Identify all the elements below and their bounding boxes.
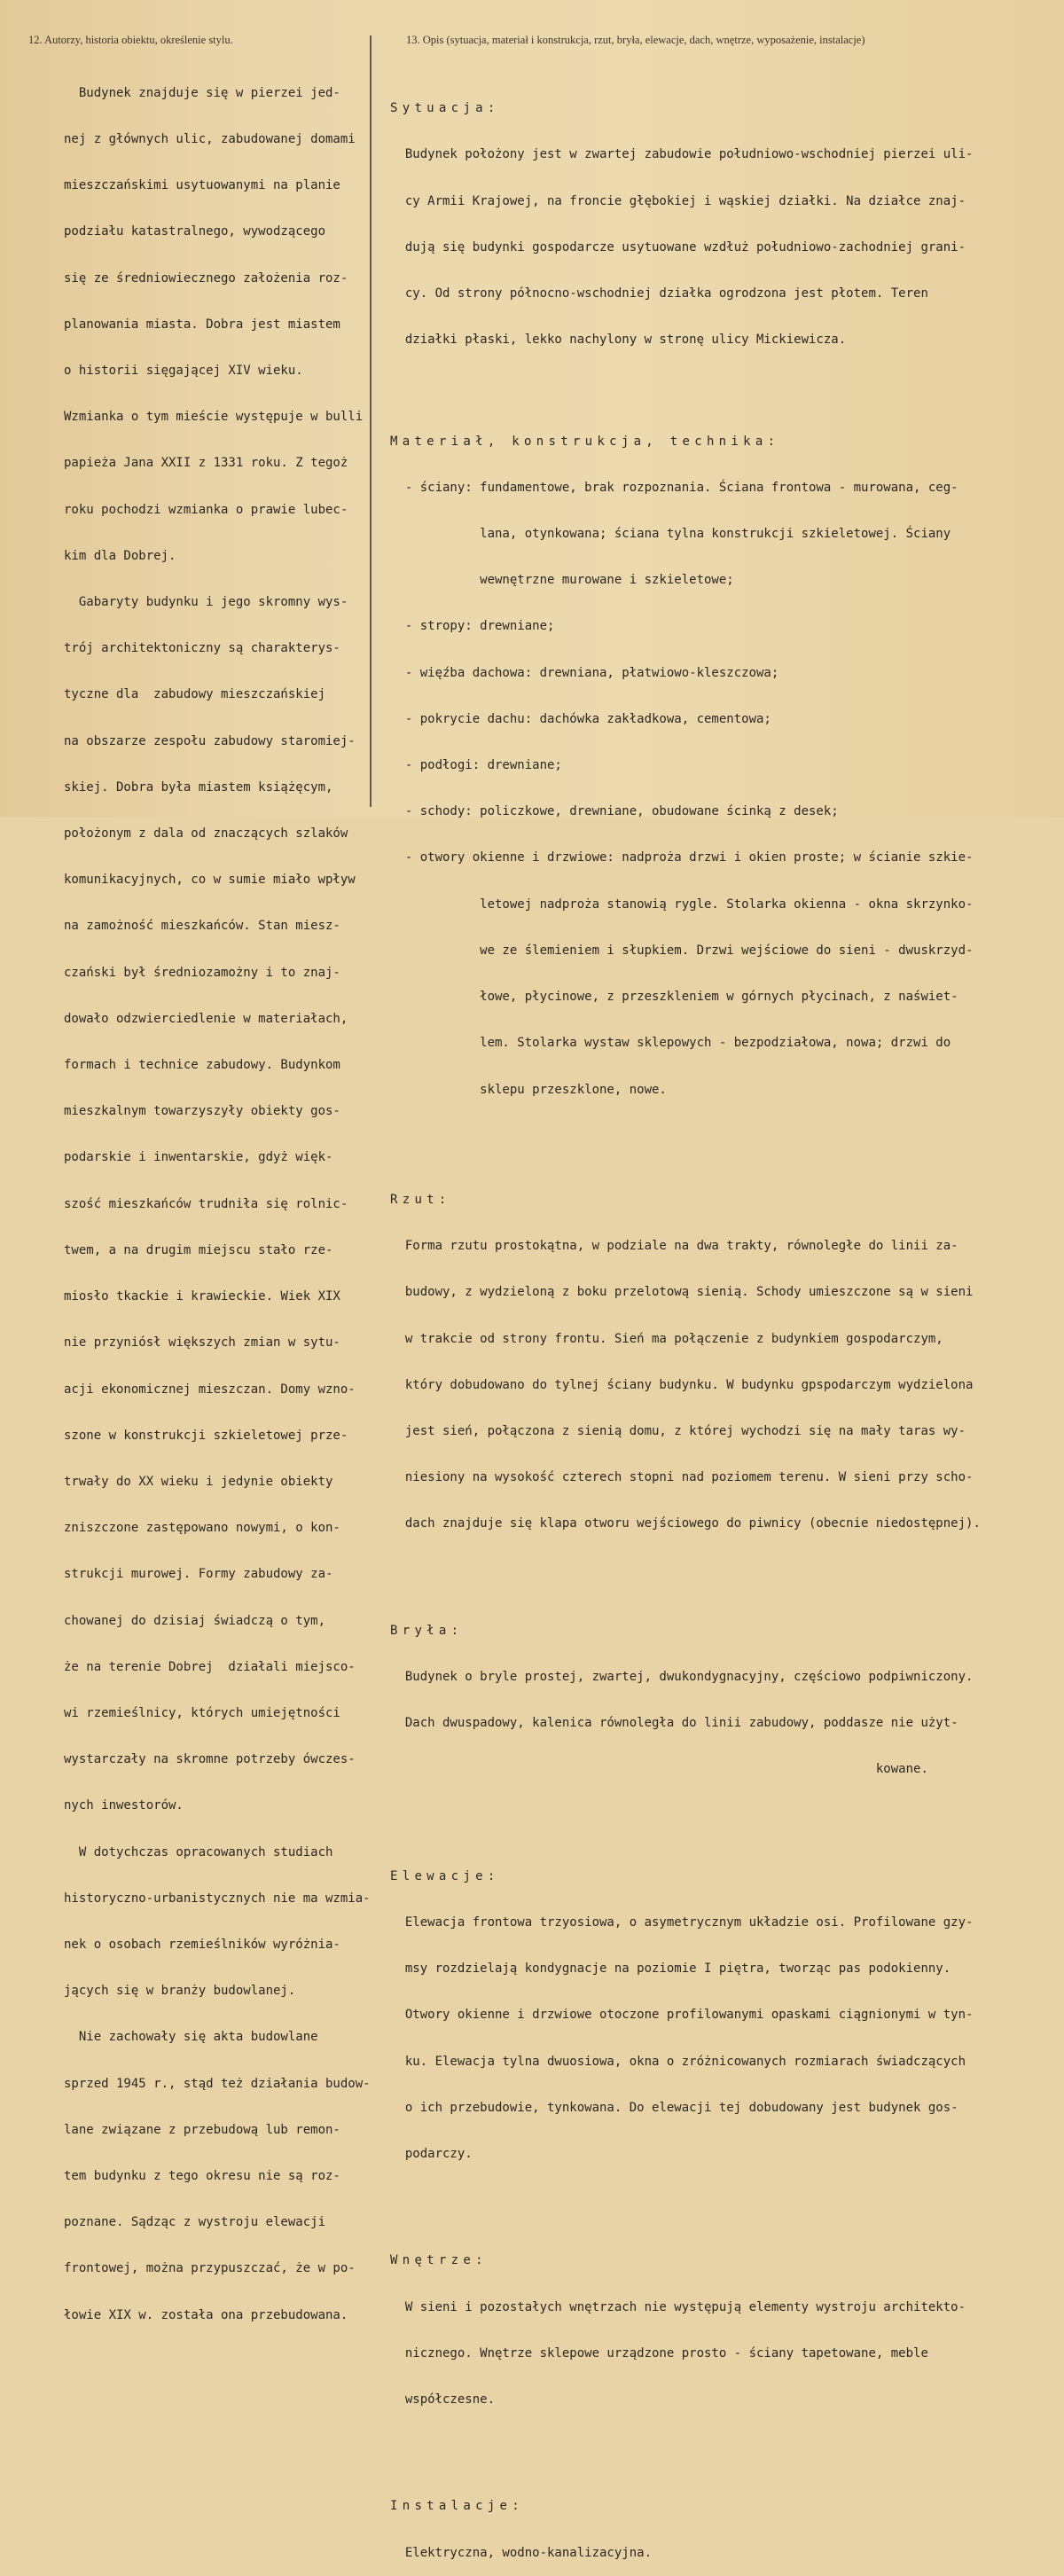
text-line: cy Armii Krajowej, na froncie głębokiej i wąskiej działki. Na działce znaj- bbox=[390, 193, 966, 208]
text-line: - ściany: fundamentowe, brak rozpoznania. Ściana frontowa - murowana, ceg- bbox=[390, 480, 958, 495]
text-line: W dotychczas opracowanych studiach bbox=[64, 1844, 333, 1860]
text-line: komunikacyjnych, co w sumie miało wpływ bbox=[64, 873, 356, 888]
text-line: który dobudowano do tylnej ściany budynku. W budynku gpspodarczym wydzielona bbox=[390, 1377, 974, 1392]
text-line: Dach dwuspadowy, kalenica równoległa do linii zabudowy, poddasze nie użyt- bbox=[390, 1716, 958, 1731]
text-line: Budynek o bryle prostej, zwartej, dwukondygnacyjny, częściowo podpiwniczony. bbox=[390, 1669, 974, 1684]
text-line: wi rzemieślnicy, których umiejętności bbox=[64, 1705, 340, 1720]
text-line: mieszkalnym towarzyszyły obiekty gos- bbox=[64, 1104, 340, 1119]
text-line: - otwory okienne i drzwiowe: nadproża drzwi i okien proste; w ścianie szkie- bbox=[390, 850, 974, 865]
text-line: lane związane z przebudową lub remon- bbox=[64, 2122, 340, 2137]
text-line: sklepu przeszklone, nowe. bbox=[390, 1082, 667, 1097]
text-line: Budynek znajduje się w pierzei jed- bbox=[64, 85, 340, 100]
text-line: msy rozdzielają kondygnacje na poziomie I piętra, tworząc pas podokienny. bbox=[390, 1961, 951, 1977]
text-line: dują się budynki gospodarcze usytuowane wzdłuż południowo-zachodniej grani- bbox=[390, 239, 966, 254]
text-line: czański był średniozamożny i to znaj- bbox=[64, 965, 340, 980]
text-line: że na terenie Dobrej działali miejsco- bbox=[64, 1659, 356, 1674]
section-13-header: 13. Opis (sytuacja, materiał i konstrukcja, rzut, bryła, elewacje, dach, wnętrze, wyposażenie, instalacje) bbox=[406, 34, 865, 46]
text-line: na zamożność mieszkańców. Stan miesz- bbox=[64, 919, 340, 934]
text-line: ku. Elewacja tylna dwuosiowa, okna o zróżnicowanych rozmiarach świadczących bbox=[390, 2054, 966, 2069]
text-line: - podłogi: drewniane; bbox=[390, 758, 562, 773]
text-line: - schody: policzkowe, drewniane, obudowane ścinką z desek; bbox=[390, 804, 839, 819]
text-line: Elewacja frontowa trzyosiowa, o asymetrycznym układzie osi. Profilowane gzy- bbox=[390, 1915, 974, 1930]
text-line: dach znajduje się klapa otworu wejściowego do piwnicy (obecnie niedostępnej). bbox=[390, 1516, 981, 1531]
text-line: lem. Stolarka wystaw sklepowych - bezpodziałowa, nowa; drzwi do bbox=[390, 1036, 951, 1051]
description-text-column bbox=[390, 55, 981, 2576]
text-line: na obszarze zespołu zabudowy staromiej- bbox=[64, 733, 356, 748]
text-line: podarskie i inwentarskie, gdyż więk- bbox=[64, 1150, 333, 1165]
text-line: działki płaski, lekko nachylony w stronę ulicy Mickiewicza. bbox=[390, 333, 847, 348]
text-line: wystarczały na skromne potrzeby ówczes- bbox=[64, 1752, 356, 1767]
text-line: mieszczańskimi usytuowanymi na planie bbox=[64, 178, 340, 193]
text-line: o historii sięgającej XIV wieku. bbox=[64, 364, 303, 379]
text-line: jących się w branży budowlanej. bbox=[64, 1984, 296, 1999]
text-line: miosło tkackie i krawieckie. Wiek XIX bbox=[64, 1289, 340, 1304]
text-line: lana, otynkowana; ściana tylna konstrukcji szkieletowej. Ściany bbox=[390, 527, 951, 542]
text-line: jest sień, połączona z sienią domu, z której wychodzi się na mały taras wy- bbox=[390, 1423, 966, 1438]
text-line: o ich przebudowie, tynkowana. Do elewacji tej dobudowany jest budynek gos- bbox=[390, 2100, 958, 2115]
text-line: Elektryczna, wodno-kanalizacyjna. bbox=[390, 2545, 653, 2560]
text-line: nek o osobach rzemieślników wyróżnia- bbox=[64, 1937, 340, 1952]
text-line: zniszczone zastępowano nowymi, o kon- bbox=[64, 1521, 340, 1536]
section-12-header: 12. Autorzy, historia obiektu, określenie stylu. bbox=[28, 34, 233, 46]
text-line: formach i technice zabudowy. Budynkom bbox=[64, 1058, 340, 1073]
section-title-wnetrze: Wnętrze: bbox=[390, 2253, 488, 2268]
text-line: Gabaryty budynku i jego skromny wys- bbox=[64, 595, 348, 610]
text-line: położonym z dala od znaczących szlaków bbox=[64, 826, 348, 842]
text-line: we ze ślemieniem i słupkiem. Drzwi wejściowe do sieni - dwuskrzyd- bbox=[390, 943, 974, 958]
text-line: szość mieszkańców trudniła się rolnic- bbox=[64, 1196, 348, 1211]
text-line: Nie zachowały się akta budowlane bbox=[64, 2030, 318, 2045]
text-line: szone w konstrukcji szkieletowej prze- bbox=[64, 1428, 348, 1443]
text-line: podziału katastralnego, wywodzącego bbox=[64, 224, 326, 239]
text-line: letowej nadproża stanowią rygle. Stolarka okienna - okna skrzynko- bbox=[390, 897, 974, 912]
text-line: - pokrycie dachu: dachówka zakładkowa, cementowa; bbox=[390, 711, 771, 726]
text-line: twem, a na drugim miejscu stało rze- bbox=[64, 1242, 333, 1257]
text-line: niesiony na wysokość czterech stopni nad poziomem terenu. W sieni przy scho- bbox=[390, 1470, 974, 1485]
text-line: tyczne dla zabudowy mieszczańskiej bbox=[64, 687, 326, 702]
text-line: trwały do XX wieku i jedynie obiekty bbox=[64, 1474, 333, 1489]
text-line: Wzmianka o tym mieście występuje w bulli bbox=[64, 410, 364, 425]
text-line: - stropy: drewniane; bbox=[390, 619, 555, 634]
text-line: się ze średniowiecznego założenia roz- bbox=[64, 270, 348, 286]
text-line: Otwory okienne i drzwiowe otoczone profilowanymi opaskami ciągnionymi w tyn- bbox=[390, 2008, 974, 2023]
text-line: dowało odzwierciedlenie w materiałach, bbox=[64, 1011, 348, 1026]
text-line: W sieni i pozostałych wnętrzach nie występują elementy wystroju architekto- bbox=[390, 2299, 966, 2314]
text-line: tem budynku z tego okresu nie są roz- bbox=[64, 2168, 340, 2183]
text-line: kim dla Dobrej. bbox=[64, 548, 176, 563]
text-line: - więźba dachowa: drewniana, płatwiowo-kleszczowa; bbox=[390, 665, 779, 680]
section-title-sytuacja: Sytuacja: bbox=[390, 101, 500, 116]
text-line: planowania miasta. Dobra jest miastem bbox=[64, 317, 340, 332]
text-line: łowie XIX w. została ona przebudowana. bbox=[64, 2307, 348, 2322]
text-line: nicznego. Wnętrze sklepowe urządzone prosto - ściany tapetowane, meble bbox=[390, 2345, 928, 2361]
text-line: papieża Jana XXII z 1331 roku. Z tegoż bbox=[64, 456, 348, 471]
section-title-bryla: Bryła: bbox=[390, 1623, 464, 1638]
history-text-column bbox=[64, 55, 371, 2338]
text-line: w trakcie od strony frontu. Sień ma połączenie z budynkiem gospodarczym, bbox=[390, 1331, 943, 1346]
text-line: historyczno-urbanistycznych nie ma wzmia- bbox=[64, 1891, 371, 1906]
text-line: chowanej do dzisiaj świadczą o tym, bbox=[64, 1613, 326, 1628]
text-line: budowy, z wydzieloną z boku przelotową sienią. Schody umieszczone są w sieni bbox=[390, 1285, 974, 1300]
section-title-elewacje: Elewacje: bbox=[390, 1868, 500, 1883]
section-title-rzut: Rzut: bbox=[390, 1192, 451, 1207]
text-line: frontowej, można przypuszczać, że w po- bbox=[64, 2261, 356, 2276]
text-line: roku pochodzi wzmianka o prawie lubec- bbox=[64, 502, 348, 517]
text-line: nych inwestorów. bbox=[64, 1798, 184, 1813]
text-line: Forma rzutu prostokątna, w podziale na dwa trakty, równoległe do linii za- bbox=[390, 1239, 958, 1254]
text-line: skiej. Dobra była miastem książęcym, bbox=[64, 779, 333, 795]
text-line: Budynek położony jest w zwartej zabudowie południowo-wschodniej pierzei uli- bbox=[390, 147, 974, 162]
text-line: cy. Od strony północno-wschodniej działka ogrodzona jest płotem. Teren bbox=[390, 286, 928, 301]
section-title-material: Materiał, konstrukcja, technika: bbox=[390, 434, 780, 449]
text-line: współczesne. bbox=[390, 2392, 496, 2408]
text-line: sprzed 1945 r., stąd też działania budow- bbox=[64, 2076, 371, 2091]
text-line: poznane. Sądząc z wystroju elewacji bbox=[64, 2215, 326, 2230]
text-line: nej z głównych ulic, zabudowanej domami bbox=[64, 132, 356, 147]
text-line: łowe, płycinowe, z przeszkleniem w górnych płycinach, z naświet- bbox=[390, 990, 958, 1005]
text-line: podarczy. bbox=[390, 2147, 473, 2162]
section-title-instalacje: Instalacje: bbox=[390, 2499, 525, 2514]
text-line: strukcji murowej. Formy zabudowy za- bbox=[64, 1567, 333, 1582]
text-line: trój architektoniczny są charakterys- bbox=[64, 641, 340, 656]
text-line: wewnętrzne murowane i szkieletowe; bbox=[390, 573, 734, 588]
text-line: acji ekonomicznej mieszczan. Domy wzno- bbox=[64, 1382, 356, 1397]
text-line: nie przyniósł większych zmian w sytu- bbox=[64, 1335, 340, 1351]
text-line: kowane. bbox=[390, 1762, 928, 1777]
